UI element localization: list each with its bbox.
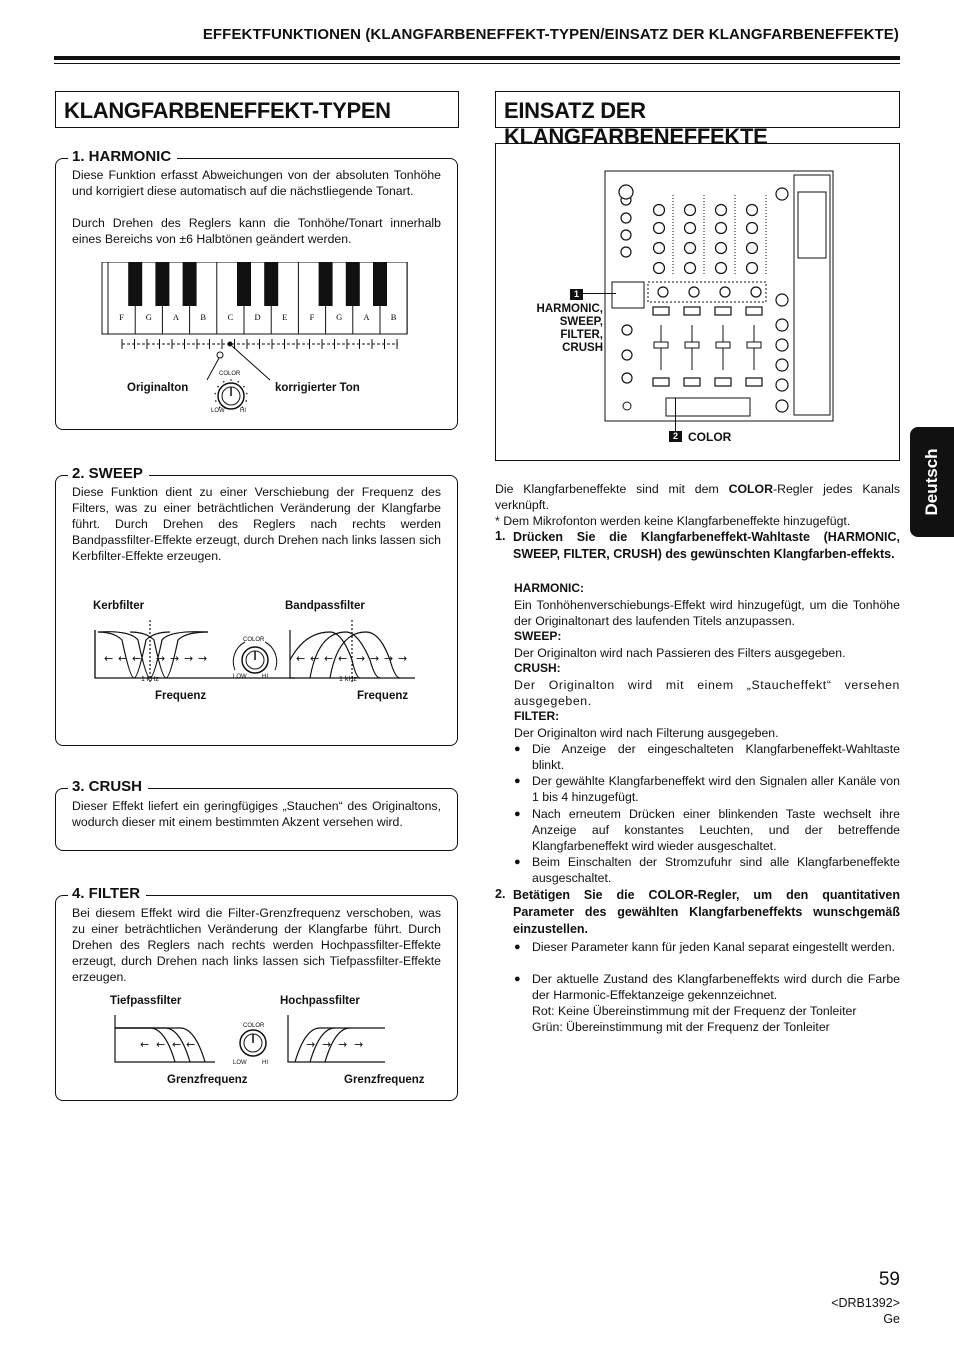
callout-2-badge: 2 <box>669 431 682 442</box>
mixer-button <box>684 378 700 386</box>
harmonic-color-label: COLOR <box>219 371 241 377</box>
black-key <box>264 262 278 306</box>
filter-text: Bei diesem Effekt wird die Filter-Grenzfrequenz verschoben, was zu einer beträchtlichen Veränderung der Klangfarbe führt. Durch Drehen des Reglers nach rechts werden Hochpassfilter-Effekte erzeugt, durch Drehen nach links lassen sich Tiefpassfilter-Effekte erzeugen. <box>72 906 441 984</box>
mixer-knob <box>776 339 788 351</box>
mixer-knob <box>619 185 633 199</box>
mixer-knob <box>747 243 758 254</box>
mixer-knob <box>654 223 665 234</box>
callout-1-badge: 1 <box>570 289 583 300</box>
sweep-arrow: → <box>170 652 180 665</box>
note-label: G <box>336 312 343 322</box>
mixer-knob <box>747 223 758 234</box>
harmonic-text-1: Diese Funktion erfasst Abweichungen von der absoluten Tonhöhe und korrigiert diese automatisch auf die nächstliegende Tonart. <box>72 168 441 198</box>
sweep-arrow: ← <box>296 652 306 665</box>
mixer-knob <box>654 243 665 254</box>
note-label: B <box>200 312 207 322</box>
callout-1-text: HARMONIC, SWEEP, FILTER, CRUSH <box>536 303 603 354</box>
note-label: A <box>363 312 370 322</box>
color-knob <box>751 287 761 297</box>
mixer-knob <box>621 213 631 223</box>
grenzfrequenz-left-label: Grenzfrequenz <box>167 1074 248 1086</box>
sweep-arrow: → <box>198 652 208 665</box>
mixer-knob <box>716 263 727 274</box>
color-knob <box>658 287 668 297</box>
mixer-knob <box>776 400 788 412</box>
mixer-button <box>746 307 762 315</box>
tiefpassfilter-label: Tiefpassfilter <box>110 995 182 1007</box>
header-rule-thin <box>54 63 900 64</box>
kerbfilter-label: Kerbfilter <box>93 600 145 612</box>
mixer-knob <box>654 263 665 274</box>
crush-label: 3. CRUSH <box>68 778 148 795</box>
filter-low-label: LOW <box>233 1060 247 1066</box>
step-2-text: Betätigen Sie die COLOR-Regler, um den quantitativen Parameter des gewählten Klangfarbeneffekts wunschgemäß einzustellen. <box>513 888 900 936</box>
filter-arrow: → <box>322 1038 332 1051</box>
sweep-text: Diese Funktion dient zu einer Verschiebung der Frequenz des Filters, was zu einer beträchtlichen Veränderung der Klangfarbe führt. Durch Drehen des Reglers nach rechts werden Bandpassfilter-Effekte erzeugt, durch Drehen nach links lassen sich Kerbfilter-Effekte erzeugen. <box>72 485 441 563</box>
harmonic-desc: Ein Tonhöhenverschiebungs-Effekt wird hinzugefügt, um die Tonhöhe der Originaltonart des laufenden Titels anzupassen. <box>514 598 900 628</box>
filter-arrow: ← <box>186 1038 196 1051</box>
filter-desc: Der Originalton wird nach Filterung ausgegeben. <box>514 726 779 740</box>
sweep-arrow: → <box>184 652 194 665</box>
black-key <box>183 262 197 306</box>
bullet-6: ● Der aktuelle Zustand des Klangfarbeneffekts wird durch die Farbe der Harmonic-Effektanzeige gekennzeichnet. Rot: Keine Übereinstimmung mit der Frequenz der Tonleiter Grün: Übereinstimmung mit der Frequenz der Tonleiter <box>514 972 900 1034</box>
originalton-label: Originalton <box>127 382 189 394</box>
black-key <box>346 262 360 306</box>
mixer-panel-diagram <box>604 170 836 425</box>
filter-arrow: → <box>354 1038 364 1051</box>
crush-desc: Der Originalton wird mit einem „Staucheffekt“ versehen ausgegeben. <box>514 678 900 708</box>
fader-cap <box>654 342 668 348</box>
mixer-button <box>715 307 731 315</box>
intro-text: Die Klangfarbeneffekte sind mit dem COLOR-Regler jedes Kanals verknüpft. <box>495 482 900 512</box>
mixer-knob <box>622 350 632 360</box>
mixer-button <box>715 378 731 386</box>
sweep-arrow: → <box>398 652 408 665</box>
hochpassfilter-label: Hochpassfilter <box>280 995 360 1007</box>
filter-arrow: ← <box>172 1038 182 1051</box>
right-section-title: EINSATZ DER KLANGFARBENEFFEKTE <box>495 91 900 128</box>
harmonic-heading: HARMONIC: <box>514 581 584 595</box>
sweep-arrow: → <box>384 652 394 665</box>
bullet-1: ● Die Anzeige der eingeschalteten Klangfarbeneffekt-Wahltaste blinkt. <box>514 742 900 772</box>
black-key <box>155 262 169 306</box>
note-label: F <box>119 312 124 322</box>
callout-1-line <box>583 293 616 294</box>
korrigierter-ton-label: korrigierter Ton <box>275 382 360 394</box>
bullet-4: ● Beim Einschalten der Stromzufuhr sind alle Klangfarbeneffekte ausgeschaltet. <box>514 855 900 885</box>
black-key <box>237 262 251 306</box>
sweep-arrow: → <box>156 652 166 665</box>
mixer-knob <box>747 205 758 216</box>
mic-note: * Dem Mikrofonton werden keine Klangfarbeneffekte hinzugefügt. <box>495 514 851 528</box>
grenzfrequenz-right-label: Grenzfrequenz <box>344 1074 425 1086</box>
frequenz-left-label: Frequenz <box>155 690 207 702</box>
sweep-arrow: ← <box>132 652 142 665</box>
left-section-title: KLANGFARBENEFFEKT-TYPEN <box>55 91 459 128</box>
black-key <box>373 262 387 306</box>
mixer-knob <box>685 243 696 254</box>
mixer-knob <box>716 205 727 216</box>
sweep-arrow: → <box>356 652 366 665</box>
mixer-knob <box>654 205 665 216</box>
filter-arrow: → <box>306 1038 316 1051</box>
filter-hi-label: HI <box>262 1060 268 1066</box>
mixer-button <box>746 378 762 386</box>
mixer-knob <box>685 263 696 274</box>
doc-code: <DRB1392> Ge <box>831 1296 900 1326</box>
filter-diagram <box>110 1012 390 1068</box>
mixer-knob <box>685 205 696 216</box>
fader-cap <box>747 342 761 348</box>
color-knob <box>689 287 699 297</box>
note-label: G <box>145 312 152 322</box>
note-label: E <box>282 312 288 322</box>
sweep-desc: Der Originalton wird nach Passieren des Filters ausgegeben. <box>514 646 846 660</box>
filter-color-label: COLOR <box>243 1023 265 1029</box>
mixer-knob <box>776 379 788 391</box>
mixer-knob <box>776 294 788 306</box>
fader-cap <box>716 342 730 348</box>
note-label: A <box>172 312 180 322</box>
step-1-text: Drücken Sie die Klangfarbeneffekt-Wahltaste (HARMONIC, SWEEP, FILTER, CRUSH) des gewünschten Klangfarben-effekts. <box>513 530 900 561</box>
filter-arrow: ← <box>156 1038 166 1051</box>
sweep-arrow: ← <box>104 652 114 665</box>
crush-box <box>55 778 458 851</box>
language-tab: Deutsch <box>910 427 954 537</box>
mixer-knob <box>776 188 788 200</box>
crush-text: Dieser Effekt liefert ein geringfügiges „Stauchen“ des Originaltons, wodurch dieser mit einem bestimmten Akzent versehen wird. <box>72 799 441 829</box>
header-rule-thick <box>54 56 900 60</box>
band-khz-label: 1 kHz <box>339 676 357 683</box>
mixer-knob <box>685 223 696 234</box>
bandpassfilter-label: Bandpassfilter <box>285 600 365 612</box>
mixer-knob <box>621 247 631 257</box>
filter-arrow: → <box>338 1038 348 1051</box>
fader-cap <box>685 342 699 348</box>
mixer-button <box>653 378 669 386</box>
black-key <box>128 262 142 306</box>
note-label: F <box>309 312 315 322</box>
bullet-2: ● Der gewählte Klangfarbeneffekt wird den Signalen aller Kanäle von 1 bis 4 hinzugefügt. <box>514 774 900 804</box>
harmonic-text-2: Durch Drehen des Reglers kann die Tonhöhe/Tonart innerhalb eines Bereichs von ±6 Halbtönen geändert werden. <box>72 216 441 246</box>
sweep-hi-label: HI <box>262 674 268 680</box>
mixer-knob <box>716 223 727 234</box>
harmonic-label: 1. HARMONIC <box>68 148 177 165</box>
mixer-knob <box>621 230 631 240</box>
filter-arrow: ← <box>140 1038 150 1051</box>
sweep-color-label: COLOR <box>243 637 265 643</box>
sweep-arrow: → <box>370 652 380 665</box>
mixer-button <box>653 307 669 315</box>
filter-label: 4. FILTER <box>68 885 146 902</box>
note-label: D <box>254 312 261 322</box>
sweep-label: 2. SWEEP <box>68 465 149 482</box>
filter-heading: FILTER: <box>514 709 560 723</box>
mixer-knob <box>776 359 788 371</box>
sweep-low-label: LOW <box>233 674 247 680</box>
black-key <box>319 262 333 306</box>
sweep-arrow: ← <box>324 652 334 665</box>
sweep-diagram <box>90 620 420 690</box>
frequenz-right-label: Frequenz <box>357 690 409 702</box>
mixer-knob <box>716 243 727 254</box>
mixer-button <box>684 307 700 315</box>
sweep-arrow: ← <box>118 652 128 665</box>
bullet-3: ● Nach erneutem Drücken einer blinkenden Taste wechselt ihre Anzeige auf konstantes Leuchten, und der betreffende Klangfarbeneffekt wird wieder ausgeschaltet. <box>514 807 900 853</box>
sweep-arrow: ← <box>338 652 348 665</box>
mixer-knob <box>622 325 632 335</box>
color-knob <box>720 287 730 297</box>
mixer-knob <box>622 373 632 383</box>
mixer-knob <box>747 263 758 274</box>
kerb-khz-label: 1 kHz <box>141 676 159 683</box>
note-label: B <box>390 312 397 322</box>
bullet-5: ● Dieser Parameter kann für jeden Kanal separat eingestellt werden. <box>514 940 895 954</box>
sweep-arrow: ← <box>310 652 320 665</box>
mixer-knob <box>776 319 788 331</box>
harmonic-hi-label: HI <box>240 408 246 414</box>
page-number: 59 <box>878 1269 900 1290</box>
callout-2-text: COLOR <box>688 430 732 444</box>
note-label: C <box>227 312 234 322</box>
callout-2-line <box>675 398 676 431</box>
step-1-number: 1. <box>495 529 506 543</box>
page-header: EFFEKTFUNKTIONEN (KLANGFARBENEFFEKT-TYPEN/EINSATZ DER KLANGFARBENEFFEKTE) <box>202 26 899 43</box>
crush-heading: CRUSH: <box>514 661 561 675</box>
harmonic-keyboard-diagram <box>100 262 412 422</box>
sweep-heading: SWEEP: <box>514 629 562 643</box>
harmonic-low-label: LOW <box>211 408 225 414</box>
step-2-number: 2. <box>495 887 506 901</box>
